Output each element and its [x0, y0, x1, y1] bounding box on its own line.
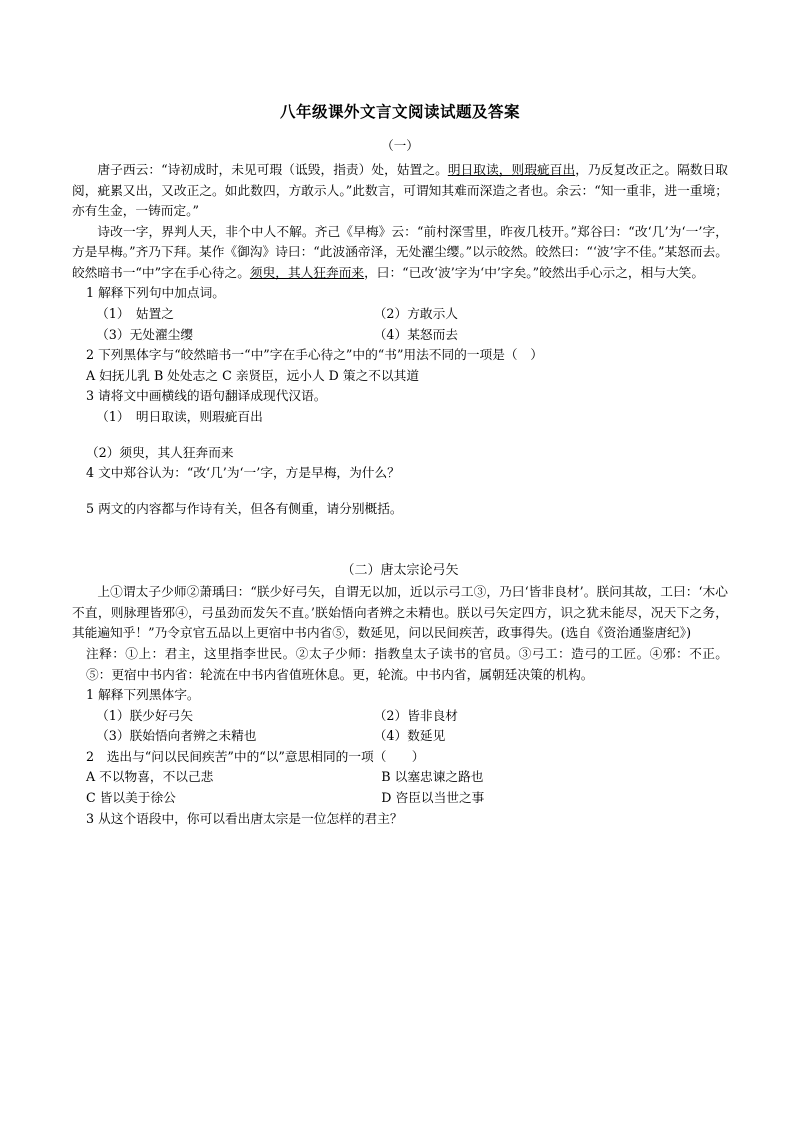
section-two-question-1-item-1: （1）朕少好弓矢 — [96, 707, 194, 723]
section-two-option-c: C 皆以美于徐公 — [85, 790, 176, 806]
section-two-question-2: 2 选出与“问以民间疾苦”中的“以”意思相同的一项（ ） — [85, 748, 425, 764]
section-one-paragraph-1 — [72, 160, 728, 222]
section-two-option-b: B 以塞忠谏之路也 — [381, 769, 484, 785]
paragraph-1-part-a: 唐子西云：“诗初成时，未见可瑕（诋毁，指责）处，姑置之。 — [97, 162, 448, 177]
section-two-question-1-item-2: （2）皆非良材 — [373, 707, 458, 723]
section-two-question-1-item-4: （4）数延见 — [373, 728, 446, 744]
answer-space-2 — [72, 484, 728, 499]
paragraph-1-part-b: ，乃反复改正之。隔数日取阅，疵累又出，又改正之。如此数四，方敢示人。”此数言，可谓知其难而深造之者也。余云：“知一重非，进一重境；亦有生金，一铸而定。” — [72, 162, 728, 219]
section-two-option-d: D 咨臣以当世之事 — [381, 790, 485, 806]
question-1-item-2: （2）方敢示人 — [373, 306, 458, 322]
section-two-label: （二）唐太宗论弓矢 — [341, 563, 459, 579]
answer-space-1 — [72, 428, 728, 443]
paragraph-1-underlined: 明日取读，则瑕疵百出 — [447, 162, 576, 177]
section-two-question-2-options-row-1 — [72, 767, 728, 788]
section-one-paragraph-2 — [72, 222, 728, 284]
section-one-question-3-b: （2）须臾，其人狂奔而来 — [85, 444, 234, 460]
section-one-question-4: 4 文中郑谷认为：“改‘几’为‘一’字，方是早梅，为什么？ — [85, 465, 400, 481]
question-1-item-1: （1） 姑置之 — [96, 306, 174, 322]
section-two-question-1-item-3: （3）朕始悟向者辨之未精也 — [96, 728, 257, 744]
question-1-item-3: （3）无处濯尘缨 — [96, 326, 194, 342]
paragraph-2-part-a: 诗改一字，界判人天，非个中人不解。齐己《早梅》云：“前村深雪里，昨夜几枝开。”郑谷曰：“改‘几’为‘一’字，方是早梅。”齐乃下拜。某作《御沟》诗曰：“此波涵帝泽，无处濯尘缨。”以示皎然。皎然曰：“‘波’字不佳。”某怒而去。皎然暗书一“中”字在手心待之。 — [72, 223, 728, 280]
section-two-paragraph-1: 上①谓太子少师②萧瑀曰：“朕少好弓矢，自谓无以加，近以示弓工③，乃曰‘皆非良材’。朕问其故，工曰：‘木心不直，则脉理皆邪④，弓虽劲而发矢不直。’朕始悟向者辨之未精也。朕以弓矢定四方，识之犹未能尽，况天下之务，其能遍知乎！”乃令京官五品以上更宿中书内省⑤，数延见，问以民间疾苦，政事得失。(选自《资治通鉴唐纪》) — [72, 584, 728, 641]
question-1-item-4: （4）某怒而去 — [373, 326, 458, 342]
section-two-question-1-row-1 — [72, 706, 728, 727]
section-one-label: （一） — [381, 138, 419, 153]
section-one-question-2: 2 下列黑体字与“皎然暗书一“中”字在手心待之”中的“书”用法不同的一项是（ ） — [85, 347, 543, 363]
section-one-question-3-a: （1） 明日取读，则瑕疵百出 — [96, 408, 263, 424]
section-two-notes: 注释：①上：君主，这里指李世民。②太子少师：指教皇太子读书的官员。③弓工：造弓的工匠。④邪：不正。⑤：更宿中书内省：轮流在中书内省值班休息。更，轮流。中书内省，属朝廷决策的机构。 — [85, 645, 728, 682]
section-one-question-1: 1 解释下列句中加点词。 — [85, 285, 225, 301]
paragraph-2-part-b: ，曰：“已改‘波’字为‘中’字矣。”皎然出手心示之，相与大笑。 — [364, 264, 705, 280]
section-gap — [72, 519, 728, 541]
section-two-question-1: 1 解释下列黑体字。 — [85, 687, 200, 703]
paragraph-2-underlined: 须臾，其人狂奔而来 — [249, 264, 365, 280]
section-two-option-a: A 不以物喜，不以己悲 — [85, 769, 214, 785]
section-two-question-3: 3 从这个语段中，你可以看出唐太宗是一位怎样的君主？ — [85, 810, 403, 826]
question-1-row-1 — [72, 304, 728, 325]
section-two-question-1-row-2 — [72, 726, 728, 747]
page-title: 八年级课外文言文阅读试题及答案 — [279, 102, 520, 121]
section-one-question-5: 5 两文的内容都与作诗有关，但各有侧重，请分别概括。 — [85, 500, 403, 516]
question-1-row-2 — [72, 325, 728, 346]
section-two-question-2-options-row-2 — [72, 788, 728, 809]
section-one-question-2-options: A 妇抚儿乳 B 处处志之 C 亲贤臣，远小人 D 策之不以其道 — [85, 367, 420, 383]
section-one-question-3: 3 请将文中画横线的语句翻译成现代汉语。 — [85, 388, 327, 404]
